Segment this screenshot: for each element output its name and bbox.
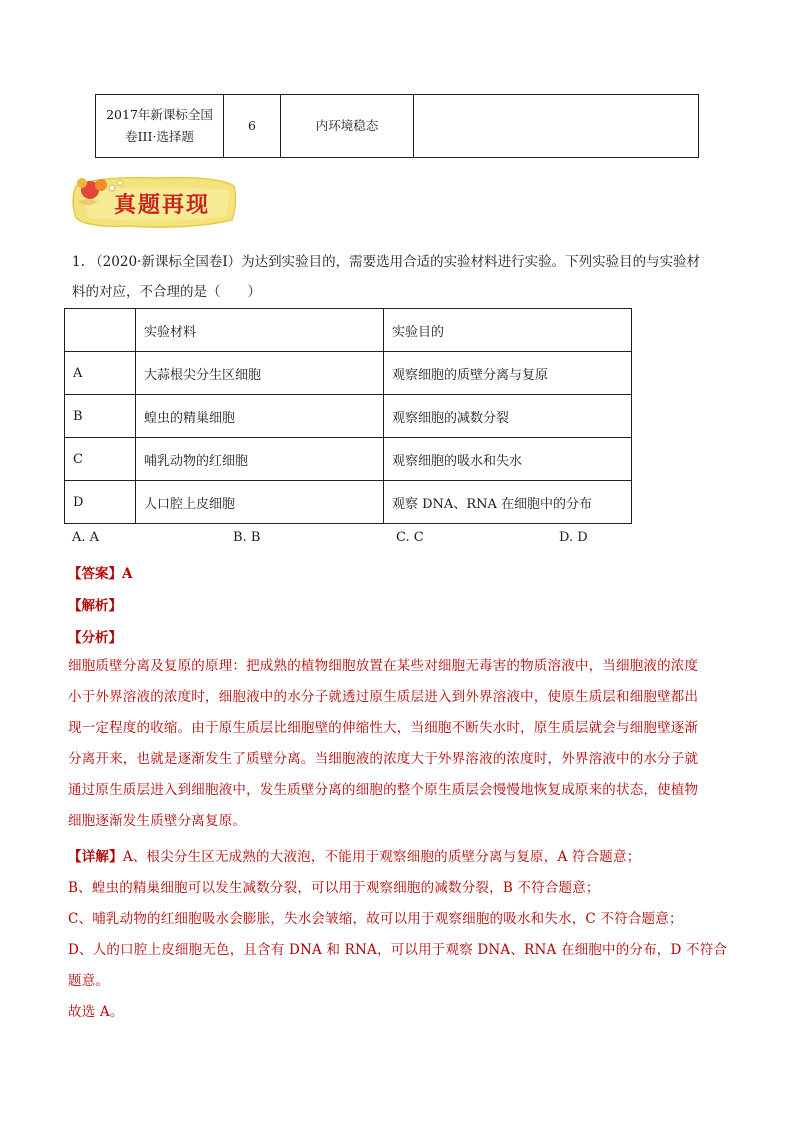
option-d: D. D [559,530,588,545]
topic-cell: 内环境稳态 [281,95,414,158]
analysis-line: 通过原生质层进入到细胞液中，发生质壁分离的细胞的整个原生质层会慢慢地恢复成原来的状态，使植物 [68,782,699,798]
extra-cell [414,95,699,158]
analysis-line: 小于外界溶液的浓度时，细胞液中的水分子就透过原生质层进入到外界溶液中，使原生质层和细胞壁都出 [68,689,699,705]
option-a: A. A [72,530,100,545]
detail-line: 故选 A。 [68,1004,124,1020]
header-cell: 实验目的 [384,309,632,352]
table-cell: 蝗虫的精巢细胞 [136,395,384,438]
banner-title: 真题再现 [114,192,211,218]
option-c: C. C [396,530,424,545]
detail-label: 【详解】 [68,849,123,865]
table-cell: B [65,395,136,438]
analysis-line: 现一定程度的收缩。由于原生质层比细胞壁的伸缩性大，当细胞不断失水时，原生质层就会与细胞壁逐渐 [68,720,699,736]
table-cell: A [65,352,136,395]
table-cell: 人口腔上皮细胞 [136,481,384,524]
table-cell: 哺乳动物的红细胞 [136,438,384,481]
source-line-2: 卷III·选择题 [125,129,194,144]
number-cell: 6 [224,95,281,158]
source-line-1: 2017年新课标全国 [106,107,213,122]
table-cell: 观察 DNA、RNA 在细胞中的分布 [384,481,632,524]
detail-line: 题意。 [68,973,110,989]
table-row [65,438,632,481]
analysis-paragraph [68,651,728,837]
answer-value: A [122,566,133,582]
detail-paragraph [68,842,728,1028]
table-row [65,352,632,395]
section-banner [68,172,238,230]
header-cell [65,309,136,352]
answer-line [68,562,132,582]
question-line-2: 料的对应，不合理的是（ ） [72,284,261,300]
table-cell: 大蒜根尖分生区细胞 [136,352,384,395]
header-cell: 实验材料 [136,309,384,352]
table-cell: 观察细胞的吸水和失水 [384,438,632,481]
option-b: B. B [233,530,261,545]
analysis-line: 细胞逐渐发生质壁分离复原。 [68,813,247,829]
source-cell [96,95,224,158]
table-row [65,395,632,438]
analysis-line: 分离开来，也就是逐渐发生了质壁分离。当细胞液的浓度大于外界溶液的浓度时，外界溶液中的水分子就 [68,751,699,767]
table-row [65,481,632,524]
analysis-label: 【解析】 [68,598,122,614]
fenxi-label: 【分析】 [68,630,122,646]
table-cell: 观察细胞的质壁分离与复原 [384,352,632,395]
detail-text: A、根尖分生区无成熟的大液泡，不能用于观察细胞的质壁分离与复原，A 符合题意； [122,849,641,865]
detail-line: D、人的口腔上皮细胞无色，且含有 DNA 和 RNA，可以用于观察 DNA、RNA 在细胞中的分布，D 不符合 [68,942,728,958]
table-cell: D [65,481,136,524]
top-info-table [95,94,699,158]
detail-line: B、蝗虫的精巢细胞可以发生减数分裂，可以用于观察细胞的减数分裂，B 不符合题意； [68,880,600,896]
question-line-1: 1. （2020·新课标全国卷Ⅰ）为达到实验目的，需要选用合适的实验材料进行实验。下列实验目的与实验材 [72,254,701,270]
table-header-row [65,309,632,352]
table-cell: C [65,438,136,481]
analysis-line: 细胞质壁分离及复原的原理：把成熟的植物细胞放置在某些对细胞无毒害的物质溶液中，当细胞液的浓度 [68,658,699,674]
detail-line: C、哺乳动物的红细胞吸水会膨胀，失水会皱缩，故可以用于观察细胞的吸水和失水，C 不符合题意； [68,911,683,927]
experiment-table [64,308,632,524]
detail-line-1 [68,842,728,873]
answer-label: 【答案】 [68,566,122,582]
table-cell: 观察细胞的减数分裂 [384,395,632,438]
